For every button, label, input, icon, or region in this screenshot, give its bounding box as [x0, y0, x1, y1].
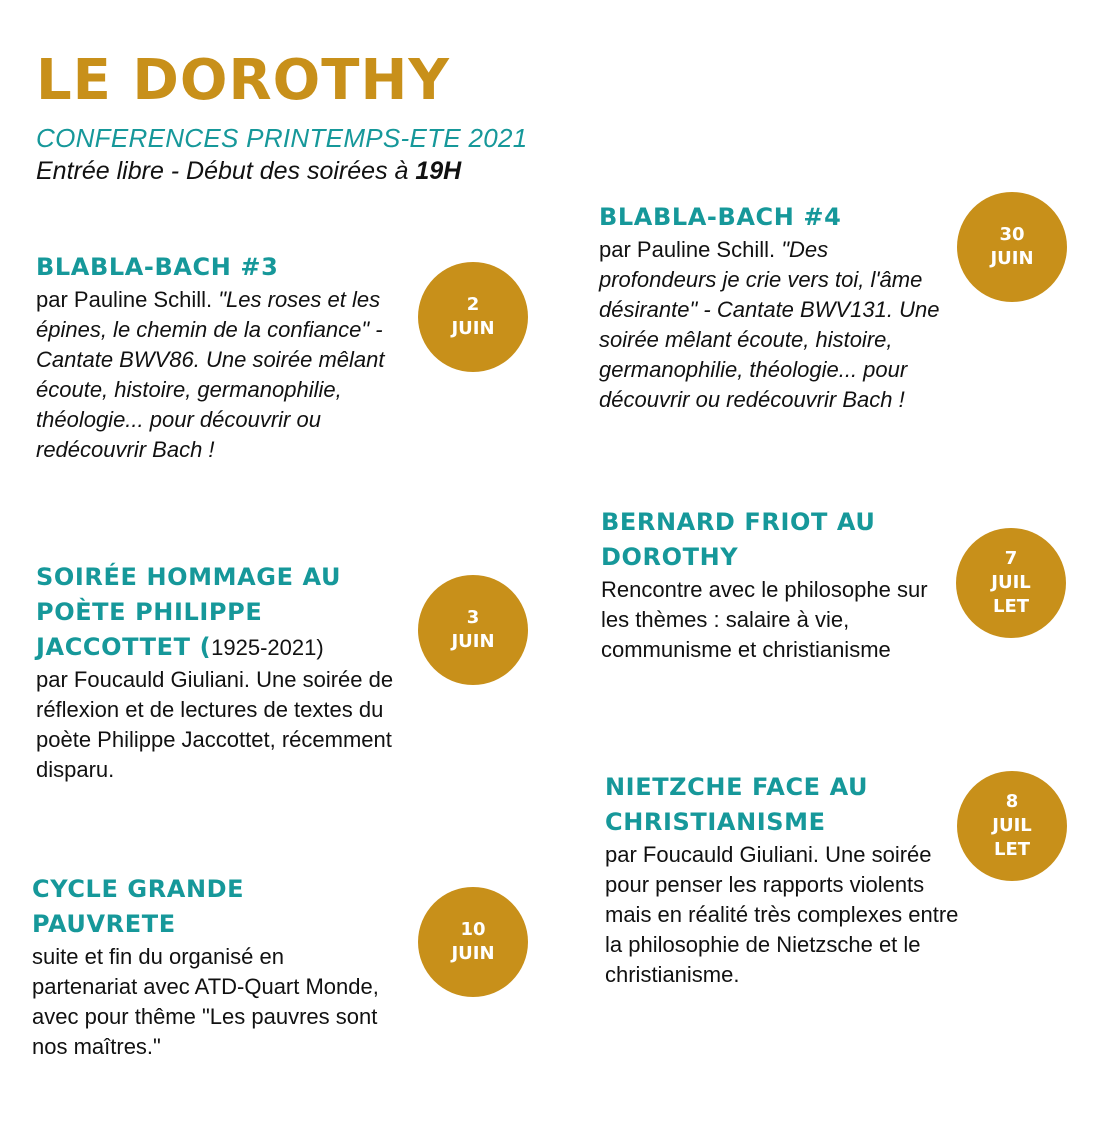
entry-info: [36, 157, 461, 186]
event-description: [36, 285, 391, 465]
badge-month: JUIN: [990, 248, 1034, 269]
badge-month: JUIL: [992, 815, 1032, 836]
event-description-author: par Pauline Schill.: [599, 237, 782, 262]
badge-day: 7: [1004, 548, 1018, 569]
badge-month-end: LET: [992, 596, 1030, 617]
date-badge-7-juillet: [956, 528, 1066, 638]
badge-month-end: LET: [993, 839, 1031, 860]
event-description: par Foucauld Giuliani. Une soirée pour penser les rapports violents mais en réalité très complexes entre la philosophie de Nietzsche et le christianisme.: [605, 842, 959, 987]
event-title: [36, 560, 396, 665]
badge-month: JUIN: [451, 318, 495, 339]
page-subtitle: CONFERENCES PRINTEMPS-ETE 2021: [36, 123, 528, 153]
date-badge-10-juin: [418, 887, 528, 997]
badge-day: 3: [466, 607, 480, 628]
event-title: CYCLE GRANDE PAUVRETE: [32, 875, 245, 938]
event-title: BERNARD FRIOT AU DOROTHY: [601, 508, 876, 571]
date-badge-3-juin: [418, 575, 528, 685]
badge-month: JUIN: [451, 943, 495, 964]
event-title: BLABLA-BACH #3: [36, 253, 279, 281]
badge-day: 30: [999, 224, 1025, 245]
date-badge-30-juin: [957, 192, 1067, 302]
event-description: par Foucauld Giuliani. Une soirée de réflexion et de lectures de textes du poète Philippe Jaccottet, récemment disparu.: [36, 667, 394, 782]
event-description: [599, 235, 949, 415]
date-badge-8-juillet: [957, 771, 1067, 881]
event-blabla-bach-4: [599, 200, 949, 415]
event-title-years: 1925-2021): [211, 635, 324, 660]
badge-day: 8: [1005, 791, 1019, 812]
event-blabla-bach-3: [36, 250, 391, 465]
event-description-author: par Pauline Schill.: [36, 287, 219, 312]
event-hommage-jaccottet: [36, 560, 396, 785]
event-title-paren: (: [199, 633, 212, 661]
entry-info-text: Entrée libre - Début des soirées à: [36, 157, 416, 185]
badge-day: 10: [460, 919, 486, 940]
event-title: NIETZCHE FACE AU CHRISTIANISME: [605, 773, 869, 836]
event-description: suite et fin du organisé en partenariat avec ATD-Quart Monde, avec pour thême "Les pauvres sont nos maîtres.": [32, 944, 379, 1059]
start-time: 19H: [415, 157, 462, 185]
page-title: LE DOROTHY: [36, 48, 450, 113]
badge-month: JUIL: [991, 572, 1031, 593]
event-cycle-grande-pauvrete: [32, 872, 392, 1062]
event-title-text: SOIRÉE HOMMAGE AU POÈTE PHILIPPE JACCOTTET: [36, 563, 342, 661]
badge-day: 2: [466, 294, 480, 315]
event-description: Rencontre avec le philosophe sur les thèmes : salaire à vie, communisme et christianisme: [601, 577, 928, 662]
event-description-quote: "Les roses et les épines, le chemin de la confiance" - Cantate BWV86. Une soirée mêlant écoute, histoire, germanophilie, théologie... pour découvrir ou redécouvrir Bach !: [36, 287, 385, 462]
event-title: BLABLA-BACH #4: [599, 203, 842, 231]
date-badge-2-juin: [418, 262, 528, 372]
badge-month: JUIN: [451, 631, 495, 652]
event-bernard-friot: [601, 505, 931, 665]
event-description-quote: "Des profondeurs je crie vers toi, l'âme désirante" - Cantate BWV131. Une soirée mêlant écoute, histoire, germanophilie, théologie... pour découvrir ou redécouvrir Bach !: [599, 237, 940, 412]
event-nietzche-christianisme: [605, 770, 960, 990]
